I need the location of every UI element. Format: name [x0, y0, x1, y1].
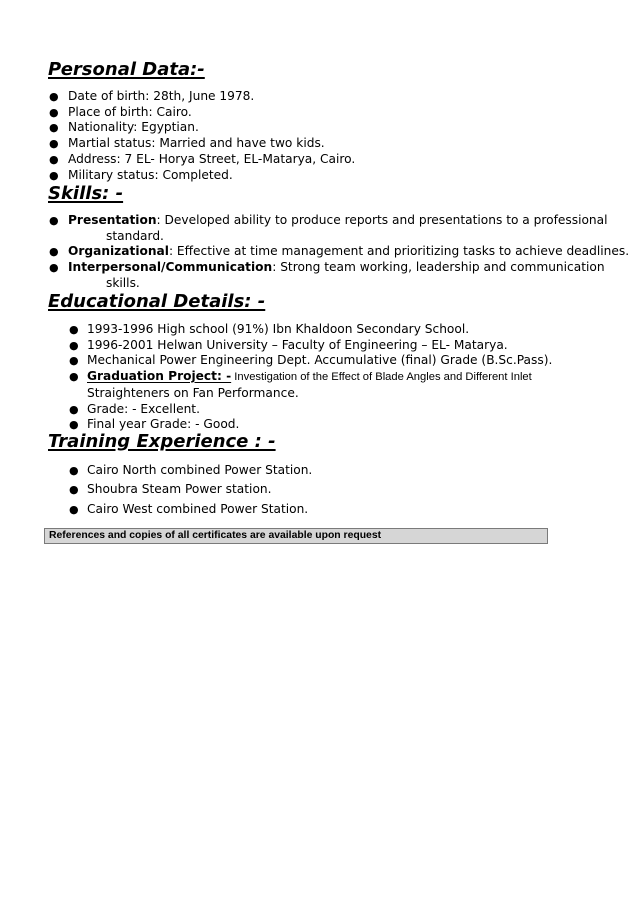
skill-label: Organizational [68, 244, 169, 259]
skills-list [49, 213, 630, 292]
training-experience-heading: Training Experience : - [48, 431, 276, 452]
bullet-dot-icon: ● [49, 214, 59, 227]
skill-label: Interpersonal/Communication [68, 260, 273, 275]
bullet-dot-icon: ● [69, 354, 79, 368]
list-item: ● Final year Grade: - Good. [69, 417, 240, 432]
bullet-dot-icon: ● [49, 152, 59, 166]
personal-data-heading: Personal Data:- [48, 59, 205, 80]
list-item: ● Mechanical Power Engineering Dept. Accumulative (final) Grade (B.Sc.Pass). [69, 353, 553, 368]
bullet-dot-icon: ● [69, 502, 79, 516]
bullet-dot-icon: ● [49, 121, 59, 135]
education-list [69, 322, 553, 433]
references-text: References and copies of all certificates are available upon request [49, 530, 382, 541]
list-item: ● Place of birth: Cairo. [49, 104, 192, 119]
list-item: ● Address: 7 EL- Horya Street, EL-Matarya, Cairo. [49, 151, 356, 166]
list-item: ● Shoubra Steam Power station. [87, 480, 312, 499]
training-list [69, 461, 313, 519]
bullet-dot-icon: ● [69, 323, 79, 336]
list-item: ● Nationality: Egyptian. [49, 120, 199, 135]
bullet-dot-icon: ● [49, 105, 59, 119]
list-item: ● 1993-1996 High school (91%) Ibn Khaldoon Secondary School. [69, 322, 470, 336]
bullet-dot-icon: ● [49, 137, 59, 151]
list-item: ● Cairo North combined Power Station. [87, 461, 312, 480]
bullet-dot-icon: ● [69, 418, 79, 432]
bullet-dot-icon: ● [49, 90, 59, 103]
skills-heading: Skills: - [48, 183, 124, 204]
bullet-dot-icon: ● [49, 245, 59, 259]
bullet-dot-icon: ● [69, 483, 79, 497]
bullet-dot-icon: ● [69, 338, 79, 352]
personal-data-list [49, 89, 356, 183]
bullet-dot-icon: ● [69, 370, 79, 384]
skill-label: Presentation [68, 213, 157, 227]
bullet-dot-icon: ● [49, 261, 59, 275]
list-item: ● 1996-2001 Helwan University – Faculty of Engineering – EL- Matarya. [69, 337, 508, 352]
references-banner [44, 528, 548, 544]
bullet-dot-icon: ● [49, 168, 59, 182]
bullet-dot-icon: ● [69, 464, 79, 477]
list-item: ● Cairo West combined Power Station. [87, 500, 312, 519]
list-item: ● Grade: - Excellent. [69, 401, 200, 416]
list-item: ● Organizational: Effective at time management and prioritizing tasks to achieve deadlines. [49, 244, 630, 259]
list-item: ● Martial status: Married and have two kids. [49, 136, 325, 151]
list-item: ● Military status: Completed. [49, 167, 233, 182]
list-item: ● Date of birth: 28th, June 1978. [49, 89, 255, 103]
bullet-dot-icon: ● [69, 402, 79, 416]
list-item: ● Interpersonal/Communication: Strong team working, leadership and communication skills. [49, 260, 605, 290]
list-item: ● Graduation Project: - Investigation of the Effect of Blade Angles and Different Inlet Straighteners on Fan Performance. [69, 369, 532, 400]
educational-details-heading: Educational Details: - [48, 291, 266, 312]
list-item: ● Presentation: Developed ability to produce reports and presentations to a professional standard. [49, 213, 608, 243]
graduation-project-label: Graduation Project: - [87, 369, 232, 384]
